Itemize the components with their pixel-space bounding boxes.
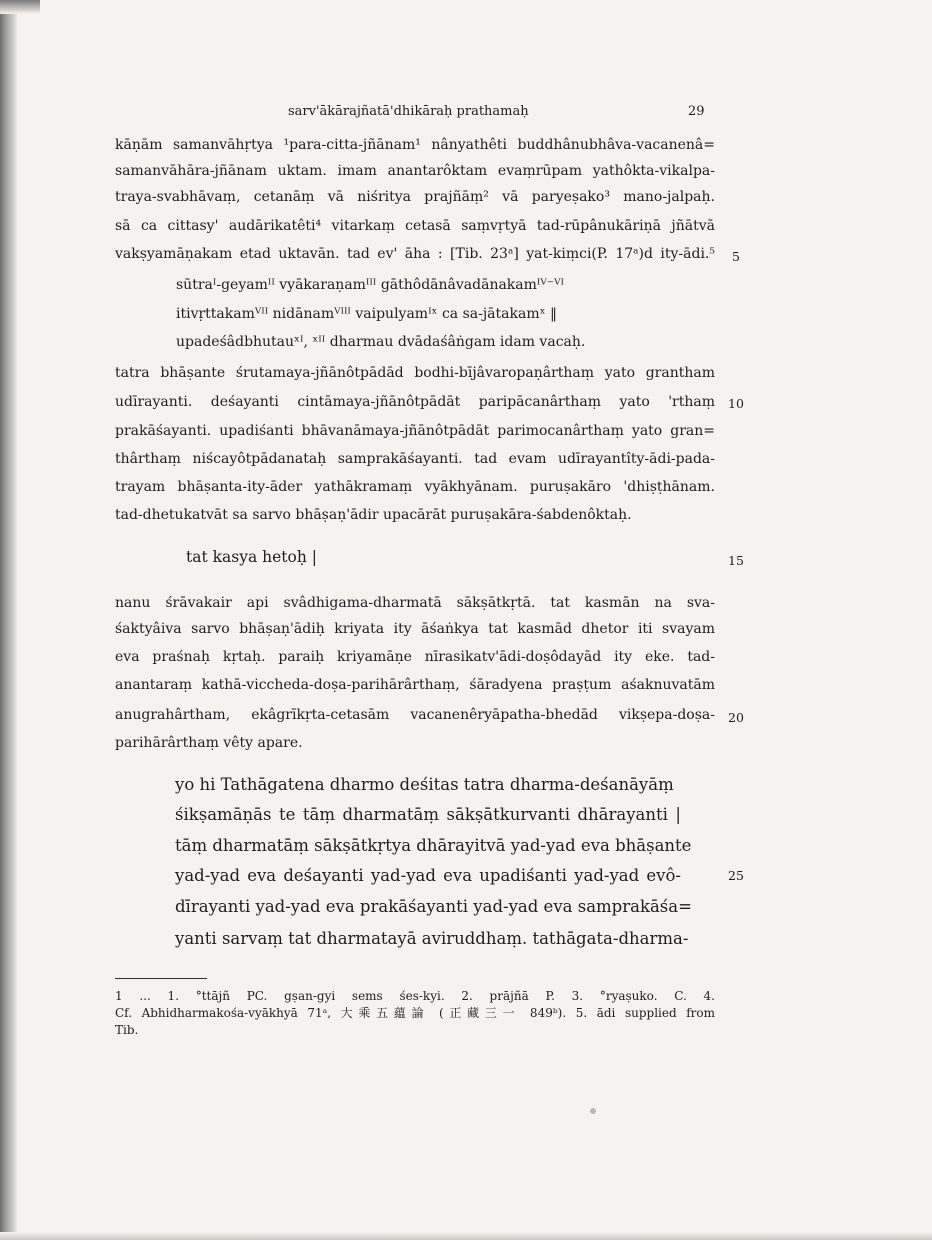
footnote-rule	[115, 978, 207, 979]
line-number: 5	[732, 249, 740, 264]
page-bottom-edge	[0, 1232, 932, 1240]
text-line: thârthaṃ niścayôtpādanataḥ samprakāśayanti. tad evam udīrayantîty-ādi-pada-	[115, 451, 715, 467]
footnote-line: Tib.	[115, 1023, 139, 1037]
line-number: 10	[728, 396, 744, 411]
text-line: sā ca cittasy' audārikatêti⁴ vitarkaṃ cetasā saṃvṛtyā tad-rūpânukāriṇā jñātvā	[115, 218, 715, 234]
text-line: tatra bhāṣante śrutamaya-jñānôtpādād bodhi-bījâvaropaṇârthaṃ yato grantham	[115, 365, 715, 381]
running-head-title: sarv'ākārajñatā'dhikāraḥ prathamaḥ	[288, 104, 529, 119]
line-number: 20	[728, 710, 744, 725]
footnote-line: 1 ... 1. °ttājñ PC. gṣan-gyi sems śes-kyi. 2. prājñā P. 3. °ryaṣuko. C. 4.	[115, 989, 715, 1003]
text-line: eva praśnaḥ kṛtaḥ. paraiḥ kriyamāṇe nīrasikatv'ādi-doṣôdayād ity eke. tad-	[115, 649, 715, 665]
running-head	[0, 104, 932, 124]
text-line: traya-svabhāvaṃ, cetanāṃ vā niśritya prajñāṃ² vā paryeṣako³ mano-jalpaḥ.	[115, 189, 715, 205]
text-line: vakṣyamāṇakam etad uktavān. tad ev' āha : [Tib. 23ᵃ] yat-kiṃci(P. 17ᵃ)d ity-ādi.⁵	[115, 246, 715, 262]
verse-line: sūtraᴵ-geyamᴵᴵ vyākaraṇamᴵᴵᴵ gāthôdānâvadānakamᴵⱽ⁻ⱽᴵ	[176, 277, 564, 293]
sutra-line: tāṃ dharmatāṃ sākṣātkṛtya dhārayitvā yad-yad eva bhāṣante	[175, 836, 692, 855]
sutra-line: yad-yad eva deśayanti yad-yad eva upadiśanti yad-yad evô-	[175, 866, 681, 885]
text-line: prakāśayanti. upadiśanti bhāvanāmaya-jñānôtpādāt parimocanârthaṃ yato gran=	[115, 423, 715, 439]
paper-speck	[590, 1108, 596, 1114]
sutra-line: yo hi Tathāgatena dharmo deśitas tatra dharma-deśanāyāṃ	[175, 775, 674, 794]
text-line: anugrahârtham, ekâgrīkṛta-cetasām vacanenêryāpatha-bhedād vikṣepa-doṣa-	[115, 707, 715, 723]
text-line: śaktyâiva sarvo bhāṣaṇ'ādiḥ kriyata ity āśaṅkya tat kasmād dhetor iti svayam	[115, 621, 715, 637]
page-corner	[0, 0, 40, 14]
verse-line: itivṛttakamⱽᴵᴵ nidānamⱽᴵᴵᴵ vaipulyamᴵˣ ca sa-jātakamˣ ‖	[176, 306, 557, 322]
section-heading: tat kasya hetoḥ |	[186, 548, 317, 566]
text-line: kāṇām samanvāhṛtya ¹para-citta-jñānam¹ nânyathêti buddhânubhâva-vacanenâ=	[115, 137, 715, 153]
footnote-line: Cf. Abhidharmakośa-vyākhyā 71ᵃ, 大乘五蘊論 (正藏三一 849ᵇ). 5. ādi supplied from	[115, 1006, 715, 1020]
sutra-line: śikṣamāṇās te tāṃ dharmatāṃ sākṣātkurvanti dhārayanti |	[175, 805, 681, 824]
text-line: samanvāhāra-jñānam uktam. imam anantarôktam evaṃrūpam yathôkta-vikalpa-	[115, 163, 715, 179]
text-line: trayam bhāṣanta-ity-āder yathākramaṃ vyākhyānam. puruṣakāro 'dhiṣṭhānam.	[115, 479, 715, 495]
text-line: anantaraṃ kathā-viccheda-doṣa-parihārârthaṃ, śāradyena praṣṭum aśaknuvatām	[115, 677, 715, 693]
text-line: udīrayanti. deśayanti cintāmaya-jñānôtpādāt paripācanârthaṃ yato 'rthaṃ	[115, 394, 715, 410]
line-number: 25	[728, 868, 744, 883]
text-line: nanu śrāvakair api svâdhigama-dharmatā sākṣātkṛtā. tat kasmān na sva-	[115, 595, 715, 611]
page-binding-shadow	[0, 0, 18, 1240]
verse-line: upadeśâdbhutauˣᴵ, ˣᴵᴵ dharmau dvādaśâṅgam idam vacaḥ.	[176, 334, 586, 350]
sutra-line: yanti sarvaṃ tat dharmatayā aviruddhaṃ. tathāgata-dharma-	[175, 929, 689, 948]
sutra-line: dīrayanti yad-yad eva prakāśayanti yad-yad eva samprakāśa=	[175, 897, 692, 916]
line-number: 15	[728, 553, 744, 568]
text-line: parihārârthaṃ vêty apare.	[115, 735, 303, 751]
page-number: 29	[688, 104, 705, 119]
text-line: tad-dhetukatvāt sa sarvo bhāṣaṇ'ādir upacārāt puruṣakāra-śabdenôktaḥ.	[115, 507, 632, 523]
